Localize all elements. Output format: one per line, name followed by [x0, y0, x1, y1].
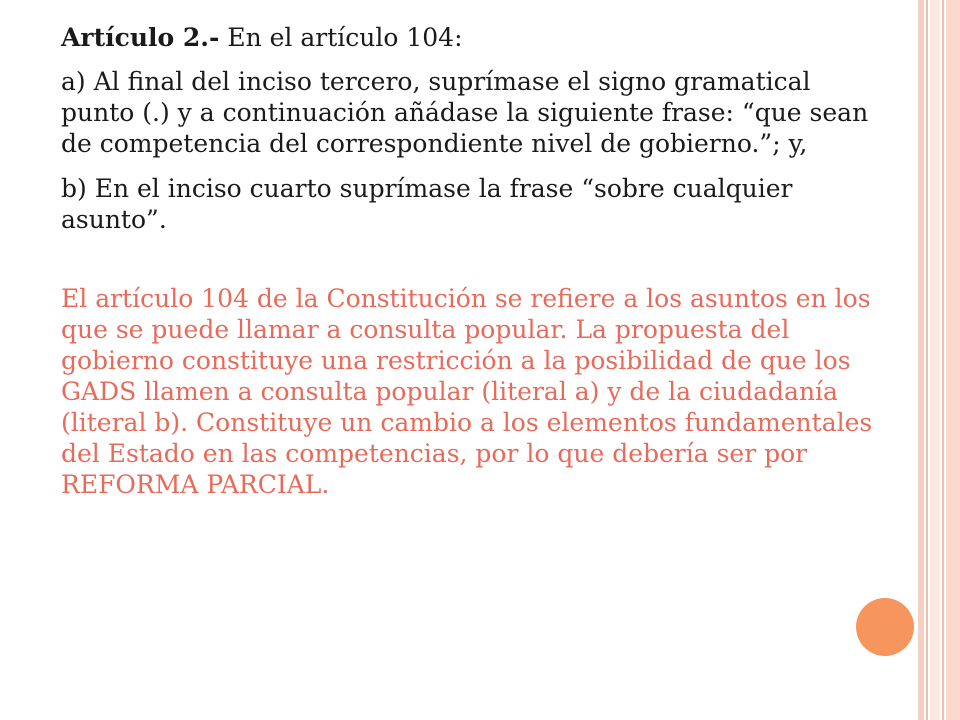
article-heading-bold: Artículo 2.-	[61, 23, 220, 52]
border-stripe	[946, 0, 960, 720]
accent-circle	[856, 598, 914, 656]
border-stripe	[942, 0, 944, 720]
article-heading-text: En el artículo 104:	[219, 23, 463, 52]
border-stripe	[930, 0, 940, 720]
article-heading	[61, 22, 881, 53]
border-stripe	[918, 0, 924, 720]
item-a: a) Al final del inciso tercero, suprímase el signo gramatical punto (.) y a continuación añádase la siguiente frase: “que sean de competencia del correspondiente nivel de gobierno.”; y,	[61, 67, 869, 158]
slide-content	[61, 22, 881, 500]
item-b: b) En el inciso cuarto suprímase la frase “sobre cualquier asunto”.	[61, 174, 793, 234]
border-stripe	[926, 0, 928, 720]
commentary-paragraph: El artículo 104 de la Constitución se refiere a los asuntos en los que se puede llamar a consulta popular. La propuesta del gobierno constituye una restricción a la posibilidad de que los GADS llamen a consulta popular (literal a) y de la ciudadanía (literal b). Constituye un cambio a los elementos fundamentales del Estado en las competencias, por lo que debería ser por REFORMA PARCIAL.	[61, 284, 873, 499]
